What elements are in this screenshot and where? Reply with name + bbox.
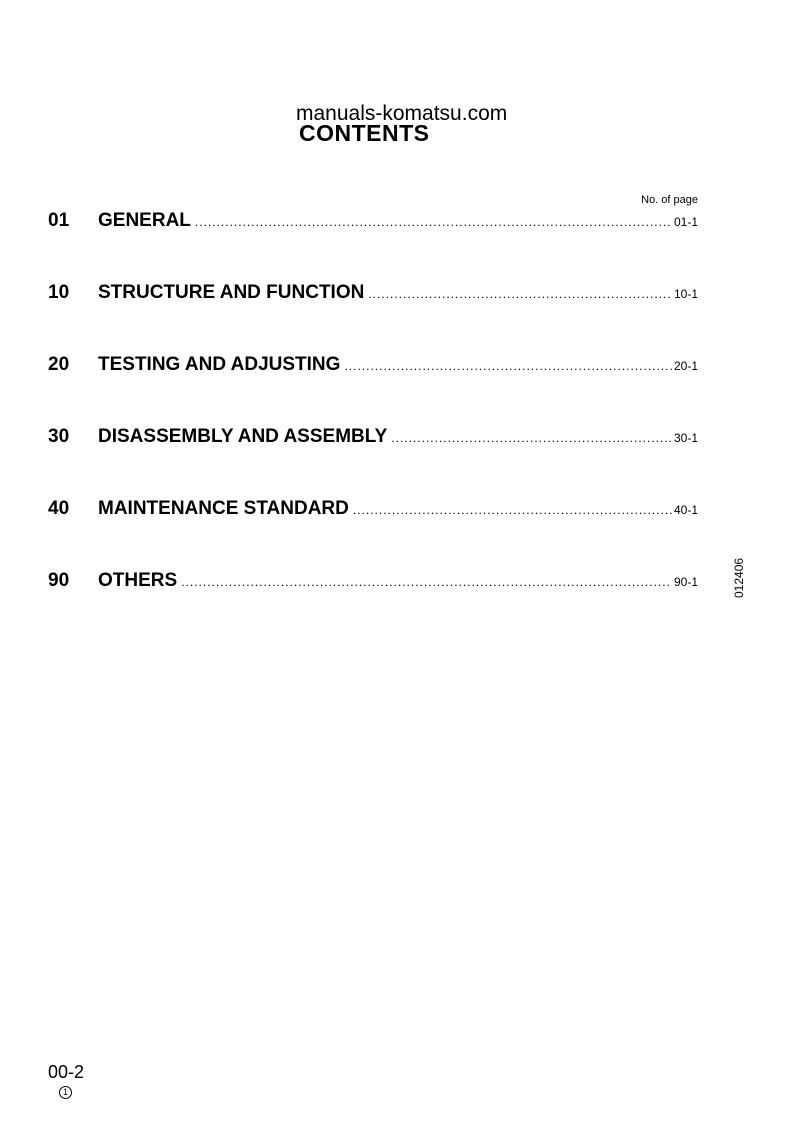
dot-leader: [195, 215, 672, 229]
toc-entry-label: TESTING AND ADJUSTING: [98, 354, 341, 375]
toc-entry-number: 20: [48, 354, 70, 375]
toc-entry-label: OTHERS: [98, 570, 178, 591]
toc-entry-label: STRUCTURE AND FUNCTION: [98, 282, 365, 303]
toc-entry-disassembly-and-assembly[interactable]: [48, 426, 698, 448]
toc-entry-page: 20-1: [673, 359, 698, 373]
toc-entry-number: 01: [48, 210, 70, 231]
toc-entry-label: DISASSEMBLY AND ASSEMBLY: [98, 426, 388, 447]
toc-entry-number: 40: [48, 498, 70, 519]
toc-entry-label: GENERAL: [98, 210, 191, 231]
document-code: 012406: [732, 557, 746, 598]
dot-leader: [181, 575, 672, 589]
toc-entry-number: 90: [48, 570, 70, 591]
dot-leader: [353, 503, 672, 517]
page-title: CONTENTS: [299, 120, 430, 146]
toc-entry-testing-and-adjusting[interactable]: [48, 354, 698, 376]
toc-entry-number: 30: [48, 426, 70, 447]
dot-leader: [391, 431, 672, 445]
toc-entry-page: 90-1: [673, 575, 698, 589]
toc-entry-structure-and-function[interactable]: [48, 282, 698, 304]
dot-leader: [368, 287, 672, 301]
toc-entry-maintenance-standard[interactable]: [48, 498, 698, 520]
watermark-text: manuals-komatsu.com: [296, 102, 508, 125]
toc-entry-page: 30-1: [673, 431, 698, 445]
toc-entry-others[interactable]: [48, 570, 698, 592]
toc-entry-number: 10: [48, 282, 70, 303]
toc-entry-page: 10-1: [673, 287, 698, 301]
toc-entry-page: 40-1: [673, 503, 698, 517]
toc-entry-page: 01-1: [673, 215, 698, 229]
page-number: 00-2: [48, 1062, 85, 1082]
dot-leader: [344, 359, 672, 373]
toc-entry-label: MAINTENANCE STANDARD: [98, 498, 349, 519]
page-column-header: No. of page: [641, 194, 698, 206]
toc-entry-general[interactable]: [48, 210, 698, 232]
revision-mark-icon: 1: [59, 1086, 72, 1099]
